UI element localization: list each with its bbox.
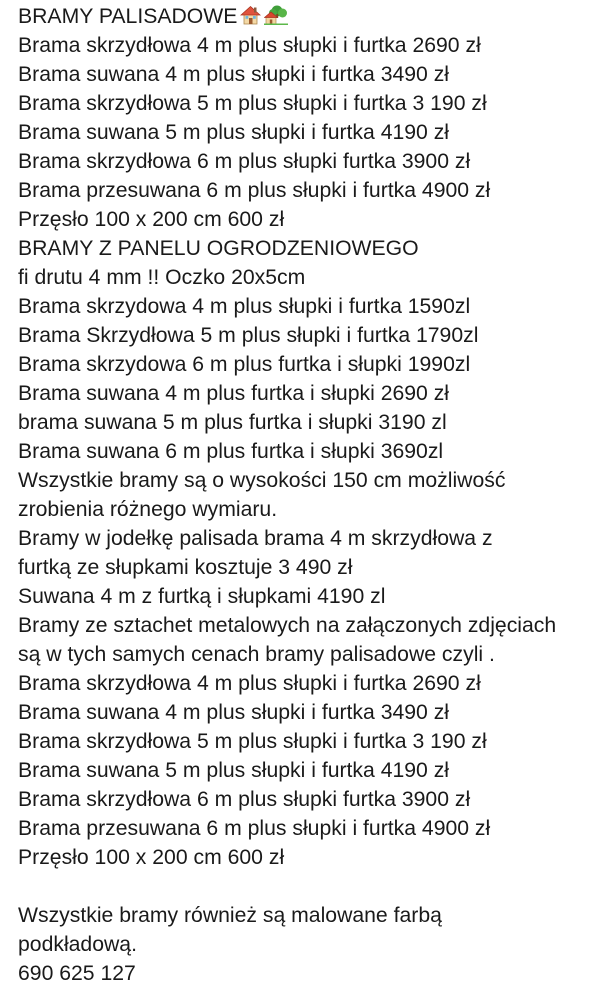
price-line: Brama suwana 4 m plus słupki i furtka 3490 zł [18,701,450,724]
info-line: Bramy ze sztachet metalowych na załączonych zdjęciach [18,614,557,637]
price-line: Brama skrzydowa 4 m plus słupki i furtka 1590zl [18,295,471,318]
price-line: Brama suwana 5 m plus słupki i furtka 4190 zł [18,759,450,782]
price-line: Brama skrzydłowa 6 m plus słupki furtka 3900 zł [18,788,471,811]
price-line: Brama Skrzydłowa 5 m plus słupki i furtka 1790zl [18,324,479,347]
info-line: Bramy w jodełkę palisada brama 4 m skrzydłowa z [18,527,493,550]
price-line: Brama skrzydłowa 4 m plus słupki i furtka 2690 zł [18,672,481,695]
price-line: Brama przesuwana 6 m plus słupki i furtka 4900 zł [18,817,491,840]
price-line: Brama suwana 4 m plus furtka i słupki 2690 zł [18,382,450,405]
info-line: Wszystkie bramy są o wysokości 150 cm możliwość [18,469,506,492]
price-line: Brama skrzydłowa 5 m plus słupki i furtka 3 190 zł [18,730,487,753]
post-text [18,2,608,988]
price-line: brama suwana 5 m plus furtka i słupki 3190 zl [18,411,447,434]
price-line: Przęsło 100 x 200 cm 600 zł [18,208,285,231]
info-line: są w tych samych cenach bramy palisadowe czyli . [18,643,495,666]
blank-line [18,872,608,901]
price-line: Brama suwana 5 m plus słupki i furtka 4190 zł [18,121,450,144]
post-title: BRAMY PALISADOWE [18,5,238,28]
price-line: Brama suwana 4 m plus słupki i furtka 3490 zł [18,63,450,86]
price-line: Suwana 4 m z furtką i słupkami 4190 zl [18,585,386,608]
price-line: Brama skrzydłowa 6 m plus słupki furtka 3900 zł [18,150,471,173]
section-heading: BRAMY Z PANELU OGRODZENIOWEGO [18,237,419,260]
price-line: Brama skrzydowa 6 m plus furtka i słupki 1990zl [18,353,471,376]
info-line: podkładową. [18,933,137,956]
price-line: Brama skrzydłowa 4 m plus słupki i furtka 2690 zł [18,34,481,57]
price-line: Brama przesuwana 6 m plus słupki i furtka 4900 zł [18,179,491,202]
info-line: Wszystkie bramy również są malowane farbą [18,904,442,927]
price-line: Brama suwana 6 m plus furtka i słupki 3690zl [18,440,444,463]
price-line: Przęsło 100 x 200 cm 600 zł [18,846,285,869]
phone-number: 690 625 127 [18,962,136,985]
info-line: zrobienia różnego wymiaru. [18,498,278,521]
post-title-line [18,2,608,31]
house-icon [240,5,261,25]
house-with-garden-icon [264,5,288,25]
info-line: furtką ze słupkami kosztuje 3 490 zł [18,556,353,579]
price-line: Brama skrzydłowa 5 m plus słupki i furtka 3 190 zł [18,92,487,115]
spec-line: fi drutu 4 mm !! Oczko 20x5cm [18,266,306,289]
